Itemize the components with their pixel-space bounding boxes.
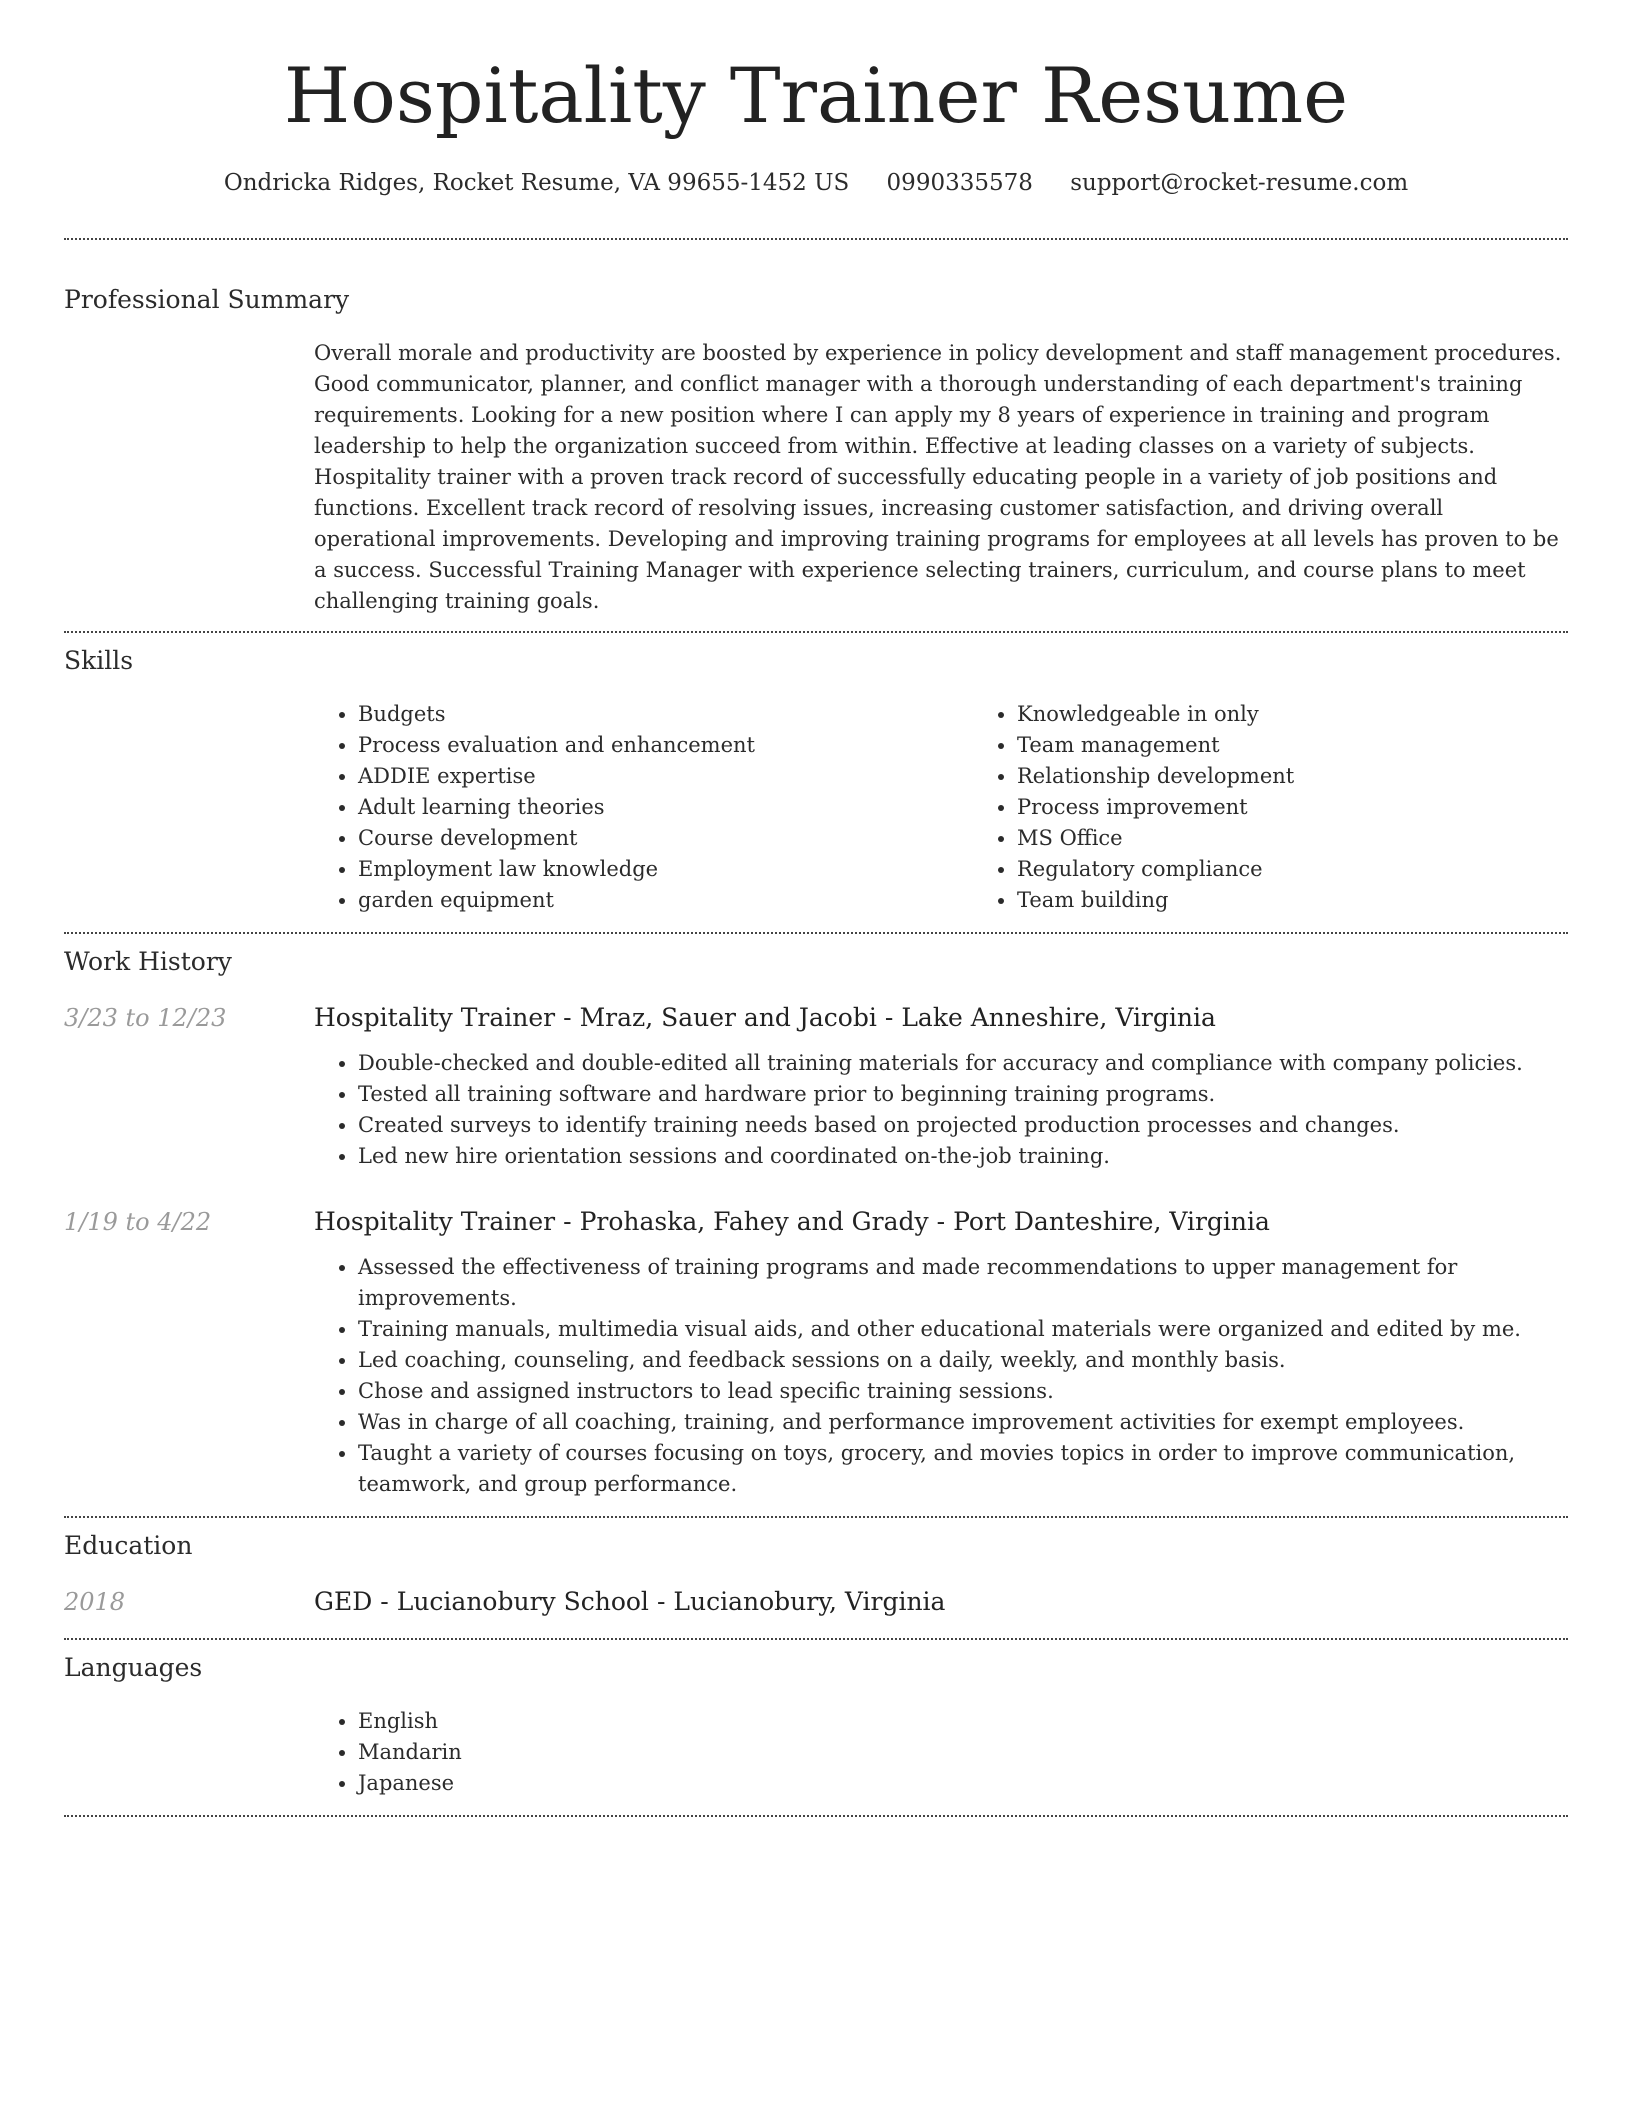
- job-bullet: • Chose and assigned instructors to lead specific training sessions.: [358, 1376, 1568, 1407]
- skill-item: • Regulatory compliance: [1017, 854, 1632, 885]
- job-bullet: • Led coaching, counseling, and feedback sessions on a daily, weekly, and monthly basis.: [358, 1345, 1568, 1376]
- education-school: Lucianobury School: [396, 1587, 649, 1616]
- job-dates: 3/23 to 12/23: [64, 1004, 227, 1032]
- education-location: Lucianobury, Virginia: [673, 1587, 946, 1616]
- divider: [64, 1815, 1568, 1817]
- job-bullet: • Taught a variety of courses focusing on toys, grocery, and movies topics in order to improve communication, teamwork, and group performance.: [358, 1438, 1568, 1500]
- job-bullet: • Led new hire orientation sessions and coordinated on-the-job training.: [358, 1141, 1568, 1172]
- job-location: Lake Anneshire, Virginia: [901, 1003, 1216, 1032]
- job-bullet: • Double-checked and double-edited all training materials for accuracy and compliance with company policies.: [358, 1048, 1568, 1079]
- job-heading: [314, 1002, 1568, 1034]
- skill-item: • garden equipment: [358, 885, 973, 916]
- skill-item: • Employment law knowledge: [358, 854, 973, 885]
- skill-item: • MS Office: [1017, 823, 1632, 854]
- work-section: [64, 934, 1568, 1500]
- job-location: Port Danteshire, Virginia: [953, 1207, 1270, 1236]
- skills-section: [64, 633, 1568, 916]
- skills-list-right: [973, 699, 1632, 916]
- skills-heading: Skills: [64, 646, 134, 675]
- skill-item: • ADDIE expertise: [358, 761, 973, 792]
- skill-item: • Relationship development: [1017, 761, 1632, 792]
- separator: -: [563, 1207, 572, 1236]
- education-entry: [64, 1586, 1568, 1618]
- education-heading: Education: [64, 1531, 193, 1560]
- job-bullets: [314, 1048, 1568, 1172]
- summary-heading: Professional Summary: [64, 285, 350, 314]
- contact-email: support@rocket-resume.com: [1070, 170, 1409, 196]
- job-bullet: • Training manuals, multimedia visual aids, and other educational materials were organized and edited by me.: [358, 1314, 1568, 1345]
- job-dates: 1/19 to 4/22: [64, 1208, 212, 1236]
- separator: -: [936, 1207, 946, 1236]
- education-year: 2018: [64, 1588, 126, 1616]
- language-item: • Japanese: [358, 1768, 1568, 1799]
- job-entry: [64, 1002, 1568, 1172]
- summary-section: [64, 240, 1568, 617]
- contact-line: [64, 168, 1568, 198]
- separator: -: [656, 1587, 666, 1616]
- summary-text: Overall morale and productivity are boosted by experience in policy development and staff management procedures. Good communicator, planner, and conflict manager with a thorough understanding of each department's training requirements. Looking for a new position where I can apply my 8 years of experience in training and program leadership to help the organization succeed from within. Effective at leading classes on a variety of subjects. Hospitality trainer with a proven track record of successfully educating people in a variety of job positions and functions. Excellent track record of resolving issues, increasing customer satisfaction, and driving overall operational improvements. Developing and improving training programs for employees at all levels has proven to be a success. Successful Training Manager with experience selecting trainers, curriculum, and course plans to meet challenging training goals.: [314, 341, 1562, 613]
- separator: -: [380, 1587, 389, 1616]
- language-item: • English: [358, 1706, 1568, 1737]
- contact-address: Ondricka Ridges, Rocket Resume, VA 99655-1452 US: [223, 170, 850, 196]
- skill-item: • Course development: [358, 823, 973, 854]
- skill-item: • Adult learning theories: [358, 792, 973, 823]
- job-company: Prohaska, Fahey and Grady: [579, 1207, 929, 1236]
- education-heading-line: [314, 1586, 1568, 1618]
- job-bullet: • Was in charge of all coaching, training, and performance improvement activities for exempt employees.: [358, 1407, 1568, 1438]
- separator: -: [563, 1003, 572, 1032]
- skill-item: • Process improvement: [1017, 792, 1632, 823]
- skill-item: • Budgets: [358, 699, 973, 730]
- job-bullet: • Assessed the effectiveness of training programs and made recommendations to upper management for improvements.: [358, 1252, 1568, 1314]
- job-heading: [314, 1206, 1568, 1238]
- skill-item: • Team building: [1017, 885, 1632, 916]
- languages-heading: Languages: [64, 1653, 203, 1682]
- education-degree: GED: [314, 1587, 373, 1616]
- skills-list-left: [314, 699, 973, 916]
- skill-item: • Knowledgeable in only: [1017, 699, 1632, 730]
- separator: -: [884, 1003, 894, 1032]
- resume-title: Hospitality Trainer Resume: [283, 51, 1349, 140]
- education-section: [64, 1518, 1568, 1618]
- job-bullets: [314, 1252, 1568, 1500]
- skill-item: • Process evaluation and enhancement: [358, 730, 973, 761]
- job-title: Hospitality Trainer: [314, 1003, 556, 1032]
- job-bullet: • Tested all training software and hardware prior to beginning training programs.: [358, 1079, 1568, 1110]
- contact-phone: 0990335578: [886, 170, 1033, 196]
- job-entry: [64, 1206, 1568, 1500]
- job-title: Hospitality Trainer: [314, 1207, 556, 1236]
- job-company: Mraz, Sauer and Jacobi: [579, 1003, 877, 1032]
- work-heading: Work History: [64, 947, 232, 976]
- languages-section: [64, 1640, 1568, 1799]
- languages-list: [314, 1706, 1568, 1799]
- language-item: • Mandarin: [358, 1737, 1568, 1768]
- job-bullet: • Created surveys to identify training needs based on projected production processes and changes.: [358, 1110, 1568, 1141]
- skill-item: • Team management: [1017, 730, 1632, 761]
